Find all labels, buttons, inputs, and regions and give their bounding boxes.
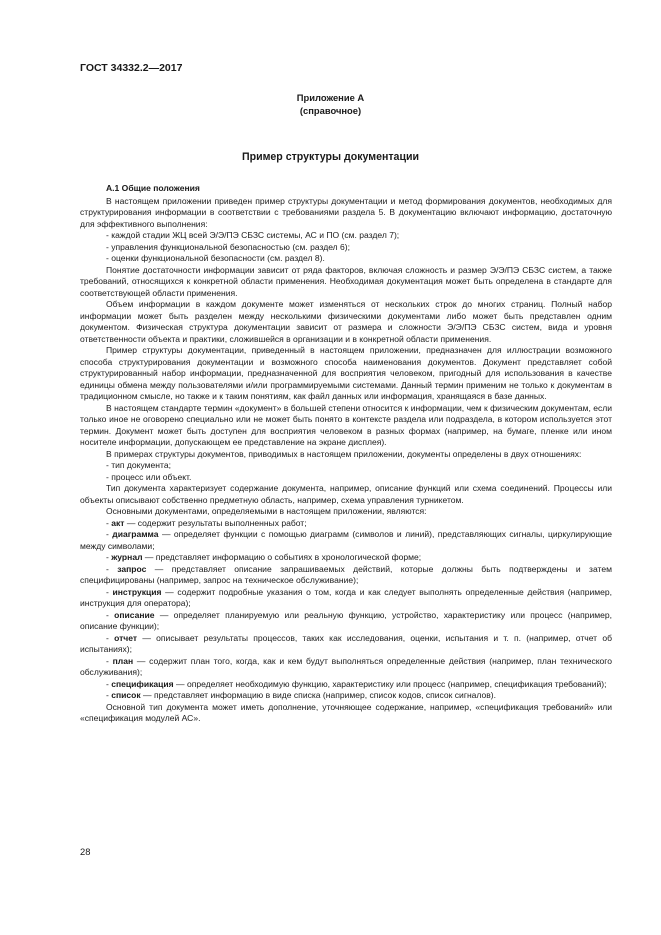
definition-text: — содержит план того, когда, как и кем будут выполняться определенные действия (например, план технического обслуживания);: [80, 655, 612, 677]
definition-item: - запрос — представляет описание запрашиваемых действий, которые должны быть подтверждены и затем специфицированы (например, запрос на техническое обслуживание);: [80, 563, 612, 585]
definition-item: - диаграмма — определяет функции с помощью диаграмм (символов и линий), представляющих сигналы, циркулирующие между символами;: [80, 529, 612, 551]
paragraph: Основными документами, определяемыми в настоящем приложении, являются:: [106, 506, 427, 516]
paragraph: Основной тип документа может иметь дополнение, уточняющее содержание, например, «спецификация требований» или «спецификация модулей АС».: [80, 701, 612, 723]
annex-title: Приложение А: [296, 92, 365, 103]
paragraph: В настоящем приложении приведен пример структуры документации и метод формирования документов, необходимых для структурирования информации в соответствии с требованиями раздела 5. В документацию включают информацию, достаточную для эффективного выполнения:: [80, 195, 612, 229]
definition-text: — описывает результаты процессов, таких как исследования, оценки, испытания и т. п. (например, отчет об испытаниях);: [80, 632, 612, 654]
list-item: - оценки функциональной безопасности (см. раздел 8).: [106, 253, 325, 263]
section-heading: А.1 Общие положения: [106, 183, 200, 193]
definition-term: отчет: [114, 632, 138, 643]
list-item: - управления функциональной безопасностью (см. раздел 6);: [106, 241, 351, 252]
paragraph: Пример структуры документации, приведенный в настоящем приложении, предназначен для иллюстрации возможного способа структурирования документации и возможного способа наименования документов. Документ представляет собой структурированный набор информации, предназначенной для восприятия человеком, пригодный для использования в качестве единицы обмена между пользователями и/или программируемыми системами. Данный термин применим не только к документам в традиционном смысле, но также и к таким понятиям, как файл данных или информация, хранящаяся в базе данных.: [80, 345, 612, 401]
definition-text: — содержит результаты выполненных работ;: [124, 517, 307, 528]
definition-text: — определяет необходимую функцию, характеристику или процесс (например, спецификация требований);: [173, 678, 607, 689]
definition-item: - журнал — представляет информацию о событиях в хронологической форме;: [106, 552, 422, 562]
definition-item: - описание — определяет планируемую или реальную функцию, устройство, характеристику или процесс (например, описание функции);: [80, 609, 612, 631]
document-body: [80, 183, 612, 725]
definition-text: — представляет информацию в виде списка (например, список кодов, список сигналов).: [140, 690, 497, 700]
definition-item: - список — представляет информацию в виде списка (например, список кодов, список сигналов).: [106, 690, 497, 700]
definition-term: спецификация: [111, 678, 174, 689]
definition-item: - план — содержит план того, когда, как и кем будут выполняться определенные действия (например, план технического обслуживания);: [80, 655, 612, 677]
definition-term: запрос: [117, 563, 147, 574]
definition-text: — представляет информацию о событиях в хронологической форме;: [142, 552, 422, 562]
definition-text: — определяет планируемую или реальную функцию, устройство, характеристику или процесс (например, описание функции);: [80, 609, 612, 631]
list-item: - тип документа;: [106, 460, 171, 470]
paragraph: Тип документа характеризует содержание документа, например, описание функций или схема соединений. Процессы или объекты описывают собственно предметную область, например, схема управления турникетом.: [80, 483, 612, 505]
definition-term: акт: [111, 517, 125, 528]
definition-term: описание: [114, 609, 155, 620]
page-number: 28: [80, 846, 91, 857]
annex-subtitle: (справочное): [299, 105, 362, 116]
definition-item: - акт — содержит результаты выполненных работ;: [106, 517, 307, 528]
paragraph: В примерах структуры документов, приводимых в настоящем приложении, документы определены в двух отношениях:: [106, 448, 582, 459]
paragraph: Объем информации в каждом документе может изменяться от нескольких строк до многих страниц. Полный набор информации может быть разделен между несколькими физическими документами либо может быть представлен одним документом. Физическая структура документации зависит от размера и сложности Э/Э/ПЭ СБЗС систем, вида и уровня ответственности объекта и практики, сложившейся в организации и в конкретной области применения.: [80, 299, 612, 344]
list-item: - процесс или объект.: [106, 471, 192, 482]
definition-text: — представляет описание запрашиваемых действий, которые должны быть подтверждены и затем специфицированы (например, запрос на техническое обслуживание);: [80, 563, 612, 585]
standard-designation: ГОСТ 34332.2—2017: [80, 62, 183, 74]
definition-term: диаграмма: [112, 529, 159, 539]
definition-item: - спецификация — определяет необходимую функцию, характеристику или процесс (например, спецификация требований);: [106, 678, 607, 689]
paragraph: Понятие достаточности информации зависит от ряда факторов, включая сложность и размер Э/Э/ПЭ СБЗС систем, а также требований, относящихся к конкретной области применения. Необходимая документация может быть определена в стандарте для соответствующей области применения.: [80, 264, 612, 298]
document-title: Пример структуры документации: [241, 151, 419, 163]
definition-item: - отчет — описывает результаты процессов, таких как исследования, оценки, испытания и т. п. (например, отчет об испытаниях);: [80, 632, 612, 654]
paragraph: В настоящем стандарте термин «документ» в большей степени относится к информации, чем к физическим документам, если только иное не оговорено специально или не может быть понято в контексте раздела или подраздела, в котором используется этот термин. Документ может быть доступен для восприятия человеком в разных формах (например, на бумаге, пленке или ином носителе информации, допускающем ее представление на экране дисплея).: [80, 402, 612, 447]
definition-term: план: [112, 655, 134, 666]
definition-item: - инструкция — содержит подробные указания о том, когда и как следует выполнять определенные действия (например, инструкция для оператора);: [80, 586, 612, 608]
definition-term: журнал: [111, 552, 143, 562]
definition-term: список: [111, 690, 141, 700]
definition-text: — содержит подробные указания о том, когда и как следует выполнять определенные действия (например, инструкция для оператора);: [80, 586, 612, 608]
definition-term: инструкция: [112, 586, 162, 597]
definition-text: — определяет функции с помощью диаграмм (символов и линий), представляющих сигналы, циркулирующие между символами;: [80, 529, 612, 551]
list-item: - каждой стадии ЖЦ всей Э/Э/ПЭ СБЗС системы, АС и ПО (см. раздел 7);: [106, 230, 400, 240]
